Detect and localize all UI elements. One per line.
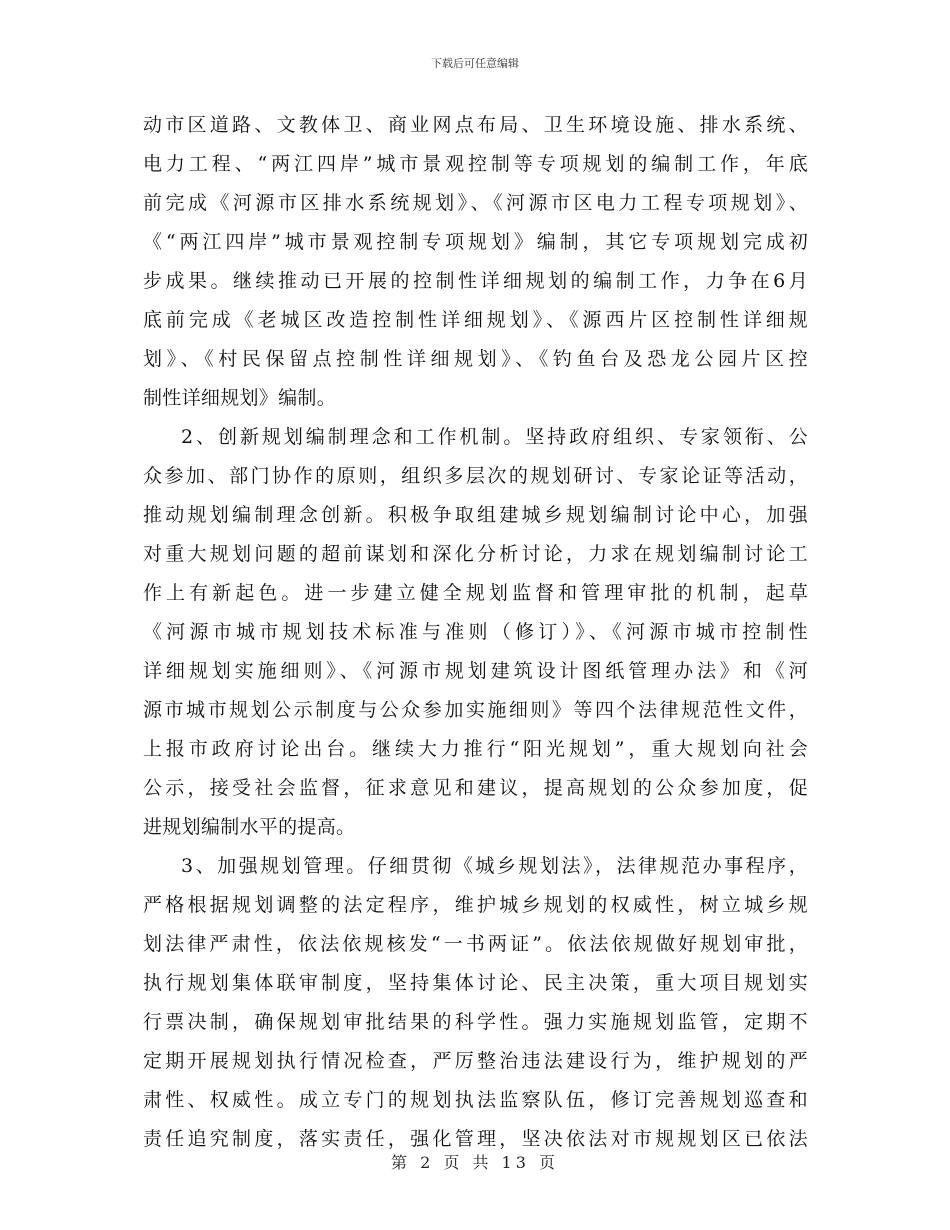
paragraph-3	[143, 847, 808, 1159]
text-line: 作上有新起色。进一步建立健全规划监督和管理审批的机制，起草	[143, 582, 808, 604]
text-line: 进规划编制水平的提高。	[143, 816, 356, 838]
text-line: 3、加强规划管理。仔细贯彻《城乡规划法》，法律规范办事程序，	[181, 855, 808, 877]
text-line: 众参加、部门协作的原则，组织多层次的规划研讨、专家论证等活动，	[143, 465, 808, 487]
text-line: 2、创新规划编制理念和工作机制。坚持政府组织、专家领衔、公	[181, 426, 808, 448]
text-line: 底前完成《老城区改造控制性详细规划》、《源西片区控制性详细规	[143, 309, 808, 331]
page-header: 下载后可任意编辑	[431, 57, 519, 70]
text-line: 详细规划实施细则》、《河源市规划建筑设计图纸管理办法》和《河	[143, 660, 808, 682]
text-line: 电力工程、“两江四岸”城市景观控制等专项规划的编制工作，年底	[143, 153, 808, 175]
page-number-footer: 第 2 页 共 13 页	[391, 1153, 559, 1172]
document-body	[143, 106, 808, 1159]
text-line: 《“两江四岸”城市景观控制专项规划》编制，其它专项规划完成初	[143, 231, 808, 253]
text-line: 推动规划编制理念创新。积极争取组建城乡规划编制讨论中心，加强	[143, 504, 808, 526]
text-line: 责任追究制度，落实责任，强化管理，坚决依法对市规规划区已依法	[143, 1128, 808, 1150]
paragraph-1	[143, 106, 808, 418]
text-line: 划法律严肃性，依法依规核发“一书两证”。依法依规做好规划审批，	[143, 933, 808, 955]
text-line: 制性详细规划》编制。	[143, 387, 337, 409]
text-line: 肃性、权威性。成立专门的规划执法监察队伍，修订完善规划巡查和	[143, 1089, 808, 1111]
text-line: 定期开展规划执行情况检查，严厉整治违法建设行为，维护规划的严	[143, 1050, 808, 1072]
text-line: 严格根据规划调整的法定程序，维护城乡规划的权威性，树立城乡规	[143, 894, 808, 916]
text-line: 动市区道路、文教体卫、商业网点布局、卫生环境设施、排水系统、	[143, 114, 808, 136]
text-line: 执行规划集体联审制度，坚持集体讨论、民主决策，重大项目规划实	[143, 972, 808, 994]
text-line: 公示，接受社会监督，征求意见和建议，提高规划的公众参加度，促	[143, 777, 808, 799]
text-line: 行票决制，确保规划审批结果的科学性。强力实施规划监管，定期不	[143, 1011, 808, 1033]
text-line: 对重大规划问题的超前谋划和深化分析讨论，力求在规划编制讨论工	[143, 543, 808, 565]
text-line: 《河源市城市规划技术标准与准则（修订）》、《河源市城市控制性	[143, 621, 808, 643]
text-line: 上报市政府讨论出台。继续大力推行“阳光规划”，重大规划向社会	[143, 738, 808, 760]
paragraph-2	[143, 418, 808, 847]
text-line: 前完成《河源市区排水系统规划》、《河源市区电力工程专项规划》、	[143, 192, 808, 214]
text-line: 源市城市规划公示制度与公众参加实施细则》等四个法律规范性文件，	[143, 699, 808, 721]
text-line: 划》、《村民保留点控制性详细规划》、《钓鱼台及恐龙公园片区控	[143, 348, 808, 370]
text-line: 步成果。继续推动已开展的控制性详细规划的编制工作，力争在6月	[143, 270, 808, 292]
